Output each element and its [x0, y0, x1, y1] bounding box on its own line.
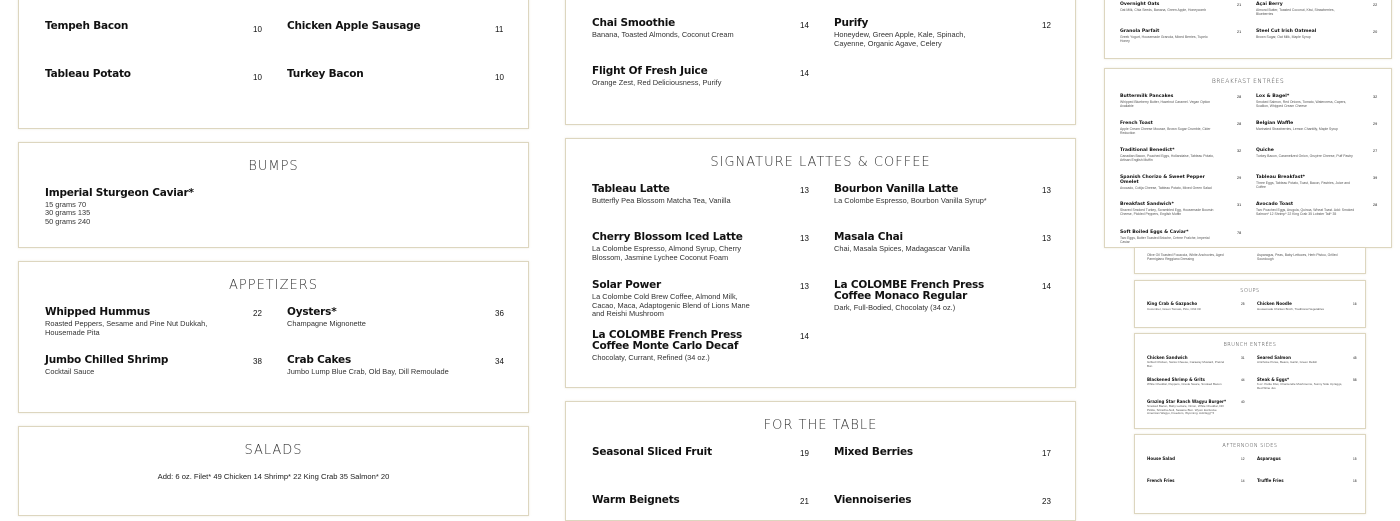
- item-price: 10: [253, 25, 262, 34]
- item-price: 14: [1042, 282, 1051, 291]
- item-name: Masala Chai: [834, 231, 903, 243]
- menu-item: [287, 307, 487, 329]
- item-name: Warm Beignets: [592, 494, 680, 506]
- menu-item: [1147, 399, 1229, 416]
- bumps-card: [18, 142, 529, 248]
- item-price: 12: [1241, 457, 1245, 461]
- menu-item: [1256, 29, 1366, 39]
- menu-item: [45, 69, 131, 80]
- section-title: APPETIZERS: [229, 278, 318, 293]
- menu-item: [834, 232, 1034, 254]
- item-description: Canadian Bacon, Poached Eggs, Hollandaise, Tableau Potato, Artisan English Muffin: [1120, 154, 1214, 162]
- menu-item: [1256, 94, 1351, 108]
- menu-item: [1147, 377, 1232, 387]
- menu-item: [1147, 456, 1175, 461]
- item-price: 22: [253, 309, 262, 318]
- menu-item: [1120, 121, 1215, 135]
- appetizers-card: [18, 261, 529, 413]
- item-price: 11: [495, 25, 504, 34]
- menu-item: [1120, 230, 1220, 244]
- item-price: 21: [800, 497, 809, 506]
- item-price: 18: [1353, 479, 1357, 483]
- item-price: 16: [1353, 302, 1357, 306]
- menu-item: [1256, 121, 1366, 131]
- item-description: Shaved Smoked Turkey, Scrambled Egg, Housemade Boursin Cheese, Pickled Peppers, English Muffin: [1120, 208, 1214, 216]
- section-title: SOUPS: [1240, 288, 1260, 294]
- item-option: 50 grams 240: [45, 216, 91, 226]
- item-description: Banana, Toasted Almonds, Coconut Cream: [592, 30, 734, 39]
- menu-item: [1257, 456, 1281, 461]
- item-price: 14: [800, 21, 809, 30]
- item-name: French Fries: [1147, 478, 1175, 483]
- item-price: 13: [800, 282, 809, 291]
- menu-item: [287, 355, 497, 377]
- item-description: Almond Butter, Toasted Coconut, Kiwi, Strawberries, Blueberries: [1256, 8, 1335, 16]
- menu-item: [45, 21, 128, 32]
- menu-item: [1147, 478, 1175, 483]
- menu-item: [1120, 94, 1215, 108]
- item-price: 14: [800, 332, 809, 341]
- item-name: Asparagus: [1257, 456, 1281, 461]
- item-name: Granola Parfait: [1120, 29, 1160, 34]
- item-price: 19: [800, 449, 809, 458]
- menu-item: [834, 18, 994, 48]
- item-description: La Colombe Cold Brew Coffee, Almond Milk, Cacao, Maca, Adaptogenic Blend of Lions Mane and Reishi Mushroom: [592, 292, 750, 319]
- item-price: 58: [1353, 378, 1357, 382]
- item-name: Açai Berry: [1256, 2, 1283, 7]
- item-price: 32: [1373, 95, 1378, 99]
- menu-item: [45, 355, 225, 377]
- item-price: 10: [253, 73, 262, 82]
- menu-item: [834, 280, 1009, 313]
- item-description: Asparagus, Peas, Baby Lettuces, Herb Pistou, Grilled Sourdough: [1257, 253, 1338, 261]
- section-title: SALADS: [244, 443, 303, 458]
- menu-item: [1257, 301, 1347, 311]
- item-name: Jumbo Chilled Shrimp: [45, 354, 169, 366]
- item-description: Cocktail Sauce: [45, 367, 95, 376]
- item-description: Smoked Bacon, Baby Lettuce, Onion, White Cheddar, Dill Pickle, Sriracha Aioli, Sesame Bun. Wyom Exclusive American Wagyu, Freedom, Wyoming. Add Egg* 5: [1147, 404, 1224, 416]
- item-price: 21: [1237, 30, 1242, 34]
- item-description: La Colombe Espresso, Almond Syrup, Cherry Blossom, Jasmine Lychee Coconut Foam: [592, 244, 742, 262]
- item-description: Greek Yogurt, Housemade Granola, Mixed Berries, Tupelo Honey: [1120, 35, 1208, 43]
- item-description: Dark, Full-Bodied, Chocolaty (34 oz.): [834, 303, 956, 312]
- menu-item: [1256, 2, 1351, 16]
- item-name: Tableau Latte: [592, 183, 670, 195]
- item-price: 38: [253, 357, 262, 366]
- section-title: BREAKFAST ENTRÉES: [1211, 78, 1285, 85]
- item-name: Soft Boiled Eggs & Caviar*: [1120, 230, 1189, 235]
- item-name: Solar Power: [592, 279, 662, 291]
- item-price: 13: [800, 186, 809, 195]
- item-description: Whipped Blueberry Butter, Hazelnut Caramel. Vegan Option Available: [1120, 100, 1211, 108]
- item-name: Lox & Bagel*: [1256, 94, 1290, 99]
- item-description: Smoked Salmon, Red Onions, Tomato, Watercress, Capers, Scallion, Whipped Cream Cheese: [1256, 100, 1347, 108]
- lattes-card: [565, 138, 1076, 388]
- item-description: Chocolaty, Currant, Refined (34 oz.): [592, 353, 710, 362]
- breakfast-entrees-card: [1104, 68, 1392, 248]
- item-price: 13: [1042, 234, 1051, 243]
- item-name: Chicken Apple Sausage: [287, 20, 421, 32]
- item-price: 29: [1237, 176, 1242, 180]
- menu-item: [1120, 148, 1215, 162]
- menu-item: [1257, 252, 1342, 261]
- menu-item: [592, 18, 792, 40]
- item-name: Oysters*: [287, 306, 337, 318]
- sides-card: [18, 0, 529, 129]
- item-price: 13: [800, 234, 809, 243]
- menu-item: [592, 184, 792, 206]
- item-price: 23: [1042, 497, 1051, 506]
- menu-item: [1257, 377, 1347, 390]
- item-name: Quiche: [1256, 148, 1274, 153]
- salad-addons: Add: 6 oz. Filet* 49 Chicken 14 Shrimp* 22 King Crab 35 Salmon* 20: [157, 472, 390, 481]
- item-option: 30 grams 135: [45, 208, 91, 218]
- item-description: Turkey Bacon, Caramelized Onion, Gruyère Cheese, Puff Pastry: [1256, 154, 1353, 158]
- item-price: 45: [1353, 356, 1357, 360]
- menu-item: [592, 66, 792, 88]
- for-the-table-card: [565, 401, 1076, 521]
- menu-item: [834, 184, 1034, 206]
- item-description: Apple Cream Cheese Mousse, Brown Sugar Crumble, Cider Reduction: [1120, 127, 1211, 135]
- item-price: 15: [1353, 457, 1357, 461]
- item-description: Chai, Masala Spices, Madagascar Vanilla: [834, 244, 970, 253]
- item-description: Honeydew, Green Apple, Kale, Spinach, Cayenne, Organic Agave, Celery: [834, 30, 966, 48]
- item-description: Two Poached Eggs, Arugula, Quinoa, Wheat Toast. Add: Smoked Salmon* 12 Shrimp* 22 King Crab 35 Lobster Tail* 35: [1256, 208, 1355, 216]
- item-name: Imperial Sturgeon Caviar*: [45, 187, 194, 199]
- item-name: Tempeh Bacon: [45, 20, 129, 32]
- item-price: 44: [1241, 378, 1245, 382]
- item-name: Buttermilk Pancakes: [1120, 94, 1174, 99]
- item-price: 10: [495, 73, 504, 82]
- item-name: Avocado Toast: [1256, 202, 1294, 207]
- salads-card: [18, 426, 529, 516]
- item-description: Butterfly Pea Blossom Matcha Tea, Vanilla: [592, 196, 731, 205]
- item-price: 14: [1241, 479, 1245, 483]
- item-name: Bourbon Vanilla Latte: [834, 183, 959, 195]
- brunch-entrees-card: [1134, 333, 1366, 429]
- item-description: Cucumber, Green Tomato, Pico, Chili Oil: [1147, 307, 1201, 311]
- item-name: Tableau Potato: [45, 68, 131, 80]
- item-price: 29: [1373, 122, 1378, 126]
- section-title: FOR THE TABLE: [763, 418, 878, 433]
- salads-fragment-card: [1134, 248, 1366, 274]
- item-name: King Crab & Gazpacho: [1147, 301, 1198, 306]
- item-price: 31: [1241, 356, 1245, 360]
- item-price: 28: [1373, 203, 1378, 207]
- item-price: 20: [1373, 30, 1378, 34]
- item-description: Avocado, Cotija Cheese, Tableau Potato, Mixed Green Salad: [1120, 186, 1212, 190]
- item-name: French Toast: [1120, 121, 1153, 126]
- menu-item: [287, 69, 364, 80]
- item-price: 28: [1237, 122, 1242, 126]
- soups-card: [1134, 280, 1366, 328]
- item-name: Crab Cakes: [287, 354, 352, 366]
- item-description: Marinated Strawberries, Lemon Chantilly, Maple Syrup: [1256, 127, 1338, 131]
- juices-card: [565, 0, 1076, 125]
- item-price: 12: [1042, 21, 1051, 30]
- item-name: Steak & Eggs*: [1257, 377, 1290, 382]
- breakfast-top-card: [1104, 0, 1392, 59]
- item-name: Traditional Benedict*: [1120, 148, 1175, 153]
- item-name: Belgian Waffle: [1256, 121, 1294, 126]
- item-description: Housemade Chicken Broth, Traditional Vegetables: [1257, 307, 1325, 311]
- menu-item: [834, 495, 911, 506]
- item-name: Steel Cut Irish Oatmeal: [1256, 29, 1317, 34]
- menu-item: [1120, 202, 1220, 216]
- item-name: Breakfast Sandwich*: [1120, 202, 1174, 207]
- item-price: 34: [495, 357, 504, 366]
- item-description: Two Eggs, Butter Toasted Brioche, Crème Fraîche, Imperial Caviar: [1120, 236, 1210, 244]
- item-name: Chicken Noodle: [1257, 301, 1292, 306]
- item-name: Seared Salmon: [1257, 355, 1291, 360]
- menu-item: [592, 447, 712, 458]
- item-price: 22: [1373, 3, 1378, 7]
- item-name: Chai Smoothie: [592, 17, 676, 29]
- item-option: 15 grams 70: [45, 200, 87, 209]
- item-description: Olive Oil Toasted Focaccia, White Anchovies, Aged Parmigiano Reggiano Dressing: [1147, 253, 1224, 261]
- item-name: Purify: [834, 17, 869, 29]
- menu-item: [1120, 29, 1215, 43]
- menu-item: [1120, 2, 1230, 12]
- item-price: 78: [1237, 231, 1242, 235]
- item-price: 36: [495, 309, 504, 318]
- item-name: Whipped Hummus: [45, 306, 151, 318]
- item-description: Brown Sugar, Oat Milk, Maple Syrup: [1256, 35, 1311, 39]
- item-name: Grazing Star Ranch Wagyu Burger*: [1147, 399, 1227, 404]
- menu-item: [287, 21, 420, 32]
- item-name: House Salad: [1147, 456, 1175, 461]
- item-description: La Colombe Espresso, Bourbon Vanilla Syrup*: [834, 196, 987, 205]
- menu-item: [45, 188, 194, 226]
- section-title: SIGNATURE LATTES & COFFEE: [710, 155, 931, 170]
- menu-item: [1256, 202, 1356, 216]
- menu-item: [1256, 148, 1356, 158]
- menu-item: [1120, 175, 1220, 190]
- menu-item: [592, 495, 680, 506]
- menu-item: [592, 330, 782, 363]
- menu-item: [1256, 175, 1356, 189]
- item-name: Cherry Blossom Iced Latte: [592, 231, 743, 243]
- item-name: Tableau Breakfast*: [1256, 175, 1306, 180]
- item-name: Turkey Bacon: [287, 68, 364, 80]
- item-price: 14: [800, 69, 809, 78]
- item-description: Roasted Peppers, Sesame and Pine Nut Dukkah, Housemade Pita: [45, 319, 208, 337]
- menu-item: [1257, 355, 1347, 365]
- item-price: 31: [1237, 203, 1242, 207]
- item-price: 21: [1237, 3, 1242, 7]
- item-price: 27: [1373, 149, 1378, 153]
- menu-item: [592, 232, 767, 262]
- item-price: 25: [1241, 302, 1245, 306]
- item-name: Truffle Fries: [1257, 478, 1284, 483]
- item-name: Chicken Sandwich: [1147, 355, 1188, 360]
- item-name: Viennoiseries: [834, 494, 912, 506]
- item-name: Seasonal Sliced Fruit: [592, 446, 712, 458]
- item-price: 39: [1373, 176, 1378, 180]
- menu-item: [834, 447, 913, 458]
- item-name: Flight Of Fresh Juice: [592, 65, 708, 77]
- menu-item: [45, 307, 215, 337]
- menu-item: [1257, 478, 1284, 483]
- menu-item: [1147, 355, 1227, 368]
- afternoon-sides-card: [1134, 434, 1366, 514]
- item-description: Jumbo Lump Blue Crab, Old Bay, Dill Remoulade: [287, 367, 449, 376]
- item-description: Oat Milk, Chia Seeds, Banana, Green Apple, Honeycomb: [1120, 8, 1207, 12]
- item-description: Champagne Mignonette: [287, 319, 366, 328]
- item-name: Overnight Oats: [1120, 2, 1160, 7]
- item-description: 6 oz. Petite Filet, Chanterelle Mushrooms, Sunny Side Up Eggs, Red Wine Jus: [1257, 382, 1343, 390]
- item-description: Grilled Chicken, Swiss Cheese, Caraway Mustard, Pretzel Bun: [1147, 360, 1225, 368]
- section-title: BUMPS: [248, 159, 299, 174]
- item-price: 17: [1042, 449, 1051, 458]
- item-name: Spanish Chorizo & Sweet Pepper Omelet: [1120, 175, 1205, 185]
- item-name: Blackened Shrimp & Grits: [1147, 377, 1205, 382]
- item-name: La COLOMBE French Press Coffee Monte Carlo Decaf: [592, 329, 743, 352]
- item-price: 13: [1042, 186, 1051, 195]
- item-description: White Cheddar, Peppers, Creole Sauce, Smoked Bacon: [1147, 382, 1222, 386]
- section-title: BRUNCH ENTRÉES: [1223, 342, 1277, 348]
- item-price: 40: [1241, 400, 1245, 404]
- section-title: AFTERNOON SIDES: [1222, 443, 1278, 449]
- item-price: 32: [1237, 149, 1242, 153]
- item-description: Artichoke Purée, Beans, Garlic, Green Relish: [1257, 360, 1318, 364]
- item-description: Orange Zest, Red Deliciousness, Purify: [592, 78, 722, 87]
- item-name: Mixed Berries: [834, 446, 913, 458]
- menu-item: [1147, 301, 1232, 311]
- menu-item: [592, 280, 757, 319]
- item-description: Three Eggs, Tableau Potato, Toast, Bacon, Pastries, Juice and Coffee: [1256, 181, 1350, 189]
- item-name: La COLOMBE French Press Coffee Monaco Regular: [834, 279, 985, 302]
- menu-item: [1147, 252, 1232, 261]
- item-price: 28: [1237, 95, 1242, 99]
